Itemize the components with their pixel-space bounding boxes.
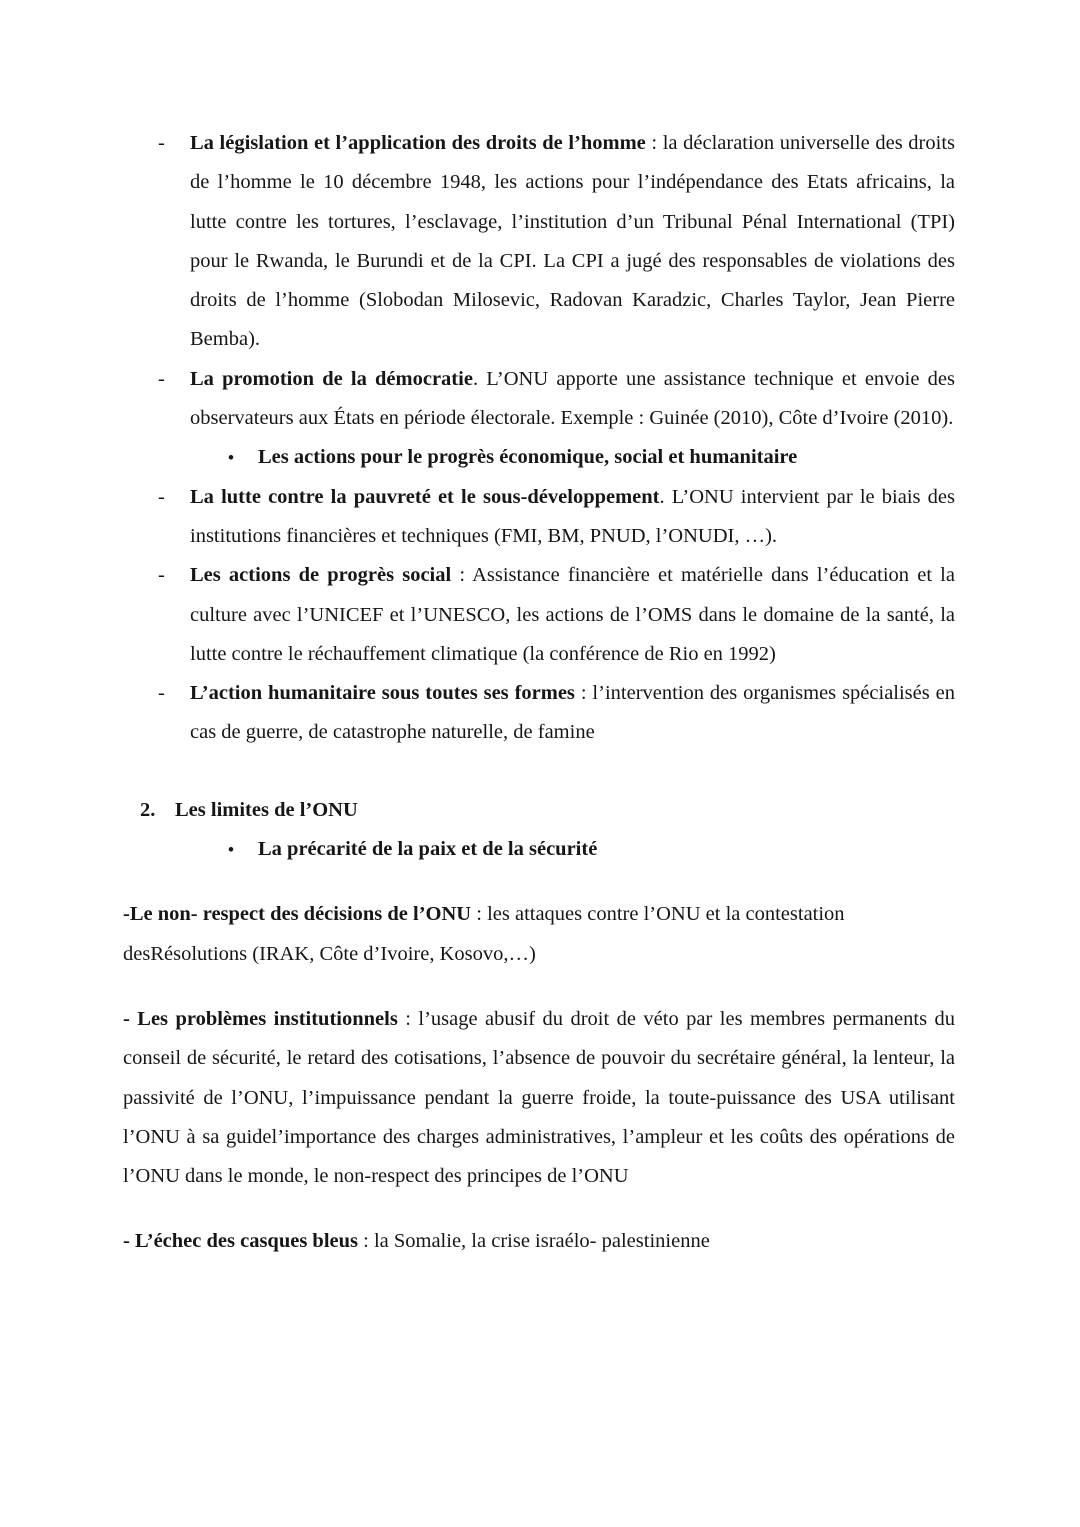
list-item-text-pauvrete: . L’ONU intervient par le biais des institutions financières et techniques (FMI, BM, PNUD, l’ONUDI, …). [190,485,955,547]
paragraph-spacer [0,869,1080,895]
paragraph-lead-echec-casques-bleus: - L’échec des casques bleus [123,1230,358,1253]
paragraph-lead-non-respect: -Le non- respect des décisions de l’ONU [123,903,472,926]
list-item-text-progres-social: : Assistance financière et matérielle dans l’éducation et la culture avec l’UNICEF et l’UNESCO, les actions de l’OMS dans le domaine de la santé, la lutte contre le réchauffement climatique (la conférence de Rio en 1992) [190,564,955,665]
paragraph-lead-problemes-institutionnels: - Les problèmes institutionnels [123,1007,398,1030]
dash-bullet-icon: - [158,564,165,587]
heading-limites-onu [0,791,1080,830]
list-item-lead-progres-social: Les actions de progrès social [190,564,452,587]
list-item-legislation [0,124,1080,360]
list-item-democratie [0,360,1080,439]
section-spacer [0,753,1080,791]
dash-bullet-icon: - [158,682,165,705]
dash-bullet-icon: - [158,367,165,390]
paragraph-problemes-institutionnels [0,1000,1080,1196]
round-bullet-icon: • [228,840,234,860]
list-item-lead-pauvrete: La lutte contre la pauvreté et le sous-développement [190,485,660,508]
dash-bullet-icon: - [158,485,165,508]
paragraph-non-respect [0,895,1080,974]
list-item-progres-social [0,556,1080,674]
list-item-lead-legislation: La législation et l’application des droits de l’homme [190,132,646,154]
list-item-lead-humanitaire: L’action humanitaire sous toutes ses formes [190,682,575,705]
round-bullet-icon: • [228,448,234,468]
subheading-actions-progres [0,438,1080,477]
paragraph-spacer [0,974,1080,1000]
subheading-text-precarite-paix: La précarité de la paix et de la sécurité [258,838,598,861]
paragraph-text-non-respect: : les attaques contre l’ONU et la contestation desRésolutions (IRAK, Côte d’Ivoire, Kosovo,…) [123,903,845,965]
list-item-humanitaire [0,674,1080,753]
paragraph-text-echec-casques-bleus: : la Somalie, la crise israélo- palestinienne [358,1230,710,1253]
list-item-text-humanitaire: : l’intervention des organismes spécialisés en cas de guerre, de catastrophe naturelle, de famine [190,682,955,744]
list-item-text-legislation: : la déclaration universelle des droits de l’homme le 10 décembre 1948, les actions pour l’indépendance des Etats africains, la lutte contre les tortures, l’esclavage, l’institution d’un Tribunal Pénal International (TPI) pour le Rwanda, le Burundi et de la CPI. La CPI a jugé des responsables de violations des droits de l’homme (Slobodan Milosevic, Radovan Karadzic, Charles Taylor, Jean Pierre Bemba). [190,132,955,351]
paragraph-echec-casques-bleus [0,1222,1080,1261]
list-item-text-democratie: . L’ONU apporte une assistance technique et envoie des observateurs aux États en période électorale. Exemple : Guinée (2010), Côte d’Ivoire (2010). [190,367,955,430]
top-margin-spacer [0,0,1080,124]
paragraph-spacer [0,1196,1080,1222]
heading-text-limites-onu: Les limites de l’ONU [175,798,358,821]
list-number-marker: 2. [140,798,156,821]
subheading-precarite-paix [0,830,1080,869]
paragraph-text-problemes-institutionnels: : l’usage abusif du droit de véto par les membres permanents du conseil de sécurité, le retard des cotisations, l’absence de pouvoir du secrétaire général, la lenteur, la passivité de l’ONU, l’impuissance pendant la guerre froide, la toute-puissance des USA utilisant l’ONU à sa guidel’importance des charges administratives, l’ampleur et les coûts des opérations de l’ONU dans le monde, le non-respect des principes de l’ONU [123,1007,955,1188]
list-item-lead-democratie: La promotion de la démocratie [190,367,473,390]
subheading-text-actions-progres: Les actions pour le progrès économique, social et humanitaire [258,446,798,469]
dash-bullet-icon: - [158,132,165,154]
list-item-pauvrete [0,478,1080,557]
